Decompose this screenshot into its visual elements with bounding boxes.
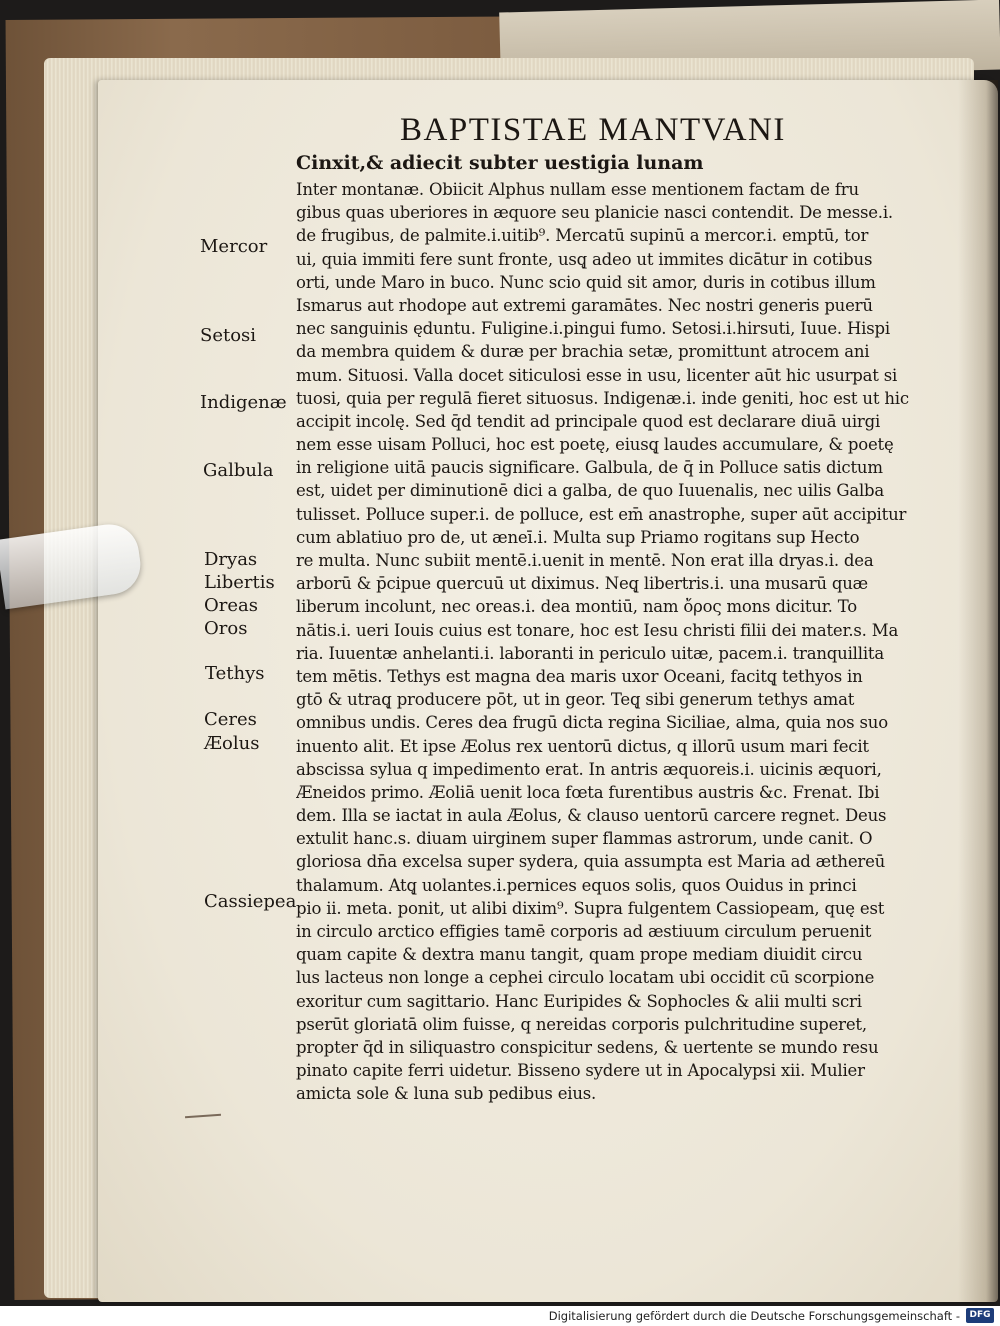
- margin-note-aeolus: Æolus: [204, 733, 260, 754]
- footer-funding-text: Digitalisierung gefördert durch die Deutsche Forschungsgemeinschaft -: [548, 1309, 960, 1323]
- commentary-line: omnibus undis. Ceres dea frugū dicta regina Siciliae, alma, quia nos suo: [296, 713, 888, 733]
- commentary-line: pserūt gloriatā olim fuisse, q nereidas corporis pulchritudine superet,: [296, 1014, 867, 1034]
- commentary-line: orti, unde Maro in buco. Nunc scio quid sit amor, duris in cotibus illum: [296, 272, 876, 292]
- commentary-line: lus lacteus non longe a cephei circulo locatam ubi occidit cū scorpione: [296, 968, 875, 988]
- margin-note-libertis: Libertis: [204, 572, 275, 593]
- commentary-line: thalamum. Atq̨ uolantes.i.pernices equos solis, quos Ouidus in princi: [296, 875, 857, 895]
- margin-note-ceres: Ceres: [204, 709, 257, 730]
- commentary-line: arborū & p̄cipue quercuū ut diximus. Neq̨ libertris.i. una musarū quæ: [296, 574, 868, 594]
- commentary-line: gloriosa dn̄a excelsa super sydera, quia assumpta est Maria ad æthereū: [296, 852, 886, 872]
- commentary-line: in religione uitā paucis significare. Galbula, de q̄ in Polluce satis dictum: [296, 458, 883, 478]
- commentary-line: nem esse uisam Polluci, hoc est poetę, eiusq̨ laudes accumulare, & poetę: [296, 435, 894, 455]
- commentary-line: da membra quidem & duræ per brachia setæ, promittunt atrocem ani: [296, 342, 870, 362]
- commentary-line: ui, quia immiti fere sunt fronte, usq̨ adeo ut immites dicātur in cotibus: [296, 249, 873, 269]
- commentary-line: de frugibus, de palmite.i.uitib⁹. Mercatū supinū a mercor.i. emptū, tor: [296, 226, 869, 246]
- commentary-line: accipit incolę. Sed q̄d tendit ad principale quod est declarare diuā uirgi: [296, 411, 881, 431]
- verse-quotation-line: Cinxit,& adiecit subter uestigia lunam: [296, 152, 704, 174]
- commentary-line: est, uidet per diminutionē dici a galba, de quo Iuuenalis, nec uilis Galba: [296, 481, 885, 501]
- commentary-line: quam capite & dextra manu tangit, quam prope mediam diuidit circu: [296, 945, 863, 965]
- commentary-line: Ismarus aut rhodope aut extremi garamātes. Nec nostri generis puerū: [296, 295, 873, 315]
- page-gutter-shadow: [958, 80, 998, 1302]
- commentary-line: tulisset. Polluce super.i. de polluce, est em̄ anastrophe, super aūt accipitur: [296, 504, 907, 524]
- margin-note-dryas: Dryas: [204, 549, 258, 570]
- margin-note-indigenae: Indigenæ: [200, 392, 287, 413]
- commentary-line: gibus quas uberiores in æquore seu planicie nasci contendit. De messe.i.: [296, 203, 893, 223]
- commentary-line: tem mētis. Tethys est magna dea maris uxor Oceani, facitq̨ tethyos in: [296, 666, 863, 686]
- commentary-line: propter q̄d in siliquastro conspicitur sedens, & uertente se mundo resu: [296, 1037, 879, 1057]
- commentary-line: dem. Illa se iactat in aula Æolus, & clauso uentorū carcere regnet. Deus: [296, 806, 887, 826]
- margin-note-setosi: Setosi: [200, 325, 257, 346]
- commentary-line: inuento alit. Et ipse Æolus rex uentorū dictus, q illorū usum mari fecit: [296, 736, 869, 756]
- dfg-logo: DFG: [966, 1308, 994, 1323]
- margin-note-oreas: Oreas: [204, 595, 258, 616]
- commentary-line: tuosi, quia per regulā fieret situosus. Indigenæ.i. inde geniti, hoc est ut hic: [296, 388, 909, 408]
- commentary-line: nātis.i. ueri Iouis cuius est tonare, hoc est Iesu christi filii dei mater.s. Ma: [296, 620, 899, 640]
- commentary-line: mum. Situosi. Valla docet siticulosi esse in usu, licenter aūt hic usurpat si: [296, 365, 898, 385]
- margin-note-cassiepea: Cassiepea: [204, 891, 297, 912]
- commentary-line: gtō & utraq̨ producere pōt, ut in geor. Teq̨ sibi generum tethys amat: [296, 690, 855, 710]
- commentary-line: exoritur cum sagittario. Hanc Euripides & Sophocles & alii multi scri: [296, 991, 862, 1011]
- commentary-line: Inter montanæ. Obiicit Alphus nullam esse mentionem factam de fru: [296, 180, 859, 199]
- commentary-line: nec sanguinis ęduntu. Fuligine.i.pingui fumo. Setosi.i.hirsuti, Iuue. Hispi: [296, 319, 890, 339]
- margin-note-galbula: Galbula: [203, 460, 274, 481]
- commentary-line: in circulo arctico effigies tamē corporis ad æstiuum circulum peruenit: [296, 922, 872, 941]
- commentary-line: abscissa sylua q impedimento erat. In antris æquoreis.i. uicinis æquori,: [296, 759, 882, 779]
- commentary-line: Æneidos primo. Æoliā uenit loca fœta furentibus austris &c. Frenat. Ibi: [296, 782, 880, 802]
- margin-note-mercor: Mercor: [200, 236, 268, 257]
- commentary-line: ria. Iuuentæ anhelanti.i. laboranti in periculo uitæ, pacem.i. tranquillita: [296, 643, 884, 663]
- page-running-header: BAPTISTAE MANTVANI: [400, 112, 786, 148]
- commentary-text-block: [296, 178, 921, 1106]
- commentary-line: liberum incolunt, nec oreas.i. dea montiū, nam ὄρος mons dicitur. To: [296, 597, 857, 617]
- commentary-line: amicta sole & luna sub pedibus eius.: [296, 1084, 597, 1104]
- commentary-line: pinato capite ferri uidetur. Bisseno sydere ut in Apocalypsi xii. Mulier: [296, 1061, 865, 1081]
- commentary-line: pio ii. meta. ponit, ut alibi dixim⁹. Supra fulgentem Cassiopeam, quę est: [296, 898, 885, 918]
- digitization-footer: [0, 1306, 1000, 1326]
- margin-note-oros: Oros: [204, 618, 248, 639]
- margin-note-tethys: Tethys: [205, 663, 265, 684]
- commentary-line: re multa. Nunc subiit mentē.i.uenit in mentē. Non erat illa dryas.i. dea: [296, 551, 874, 570]
- commentary-line: cum ablatiuo pro de, ut æneī.i. Multa sup Priamo rogitans sup Hecto: [296, 527, 860, 547]
- commentary-line: extulit hanc.s. diuam uirginem super flammas astrorum, unde canit. O: [296, 829, 873, 849]
